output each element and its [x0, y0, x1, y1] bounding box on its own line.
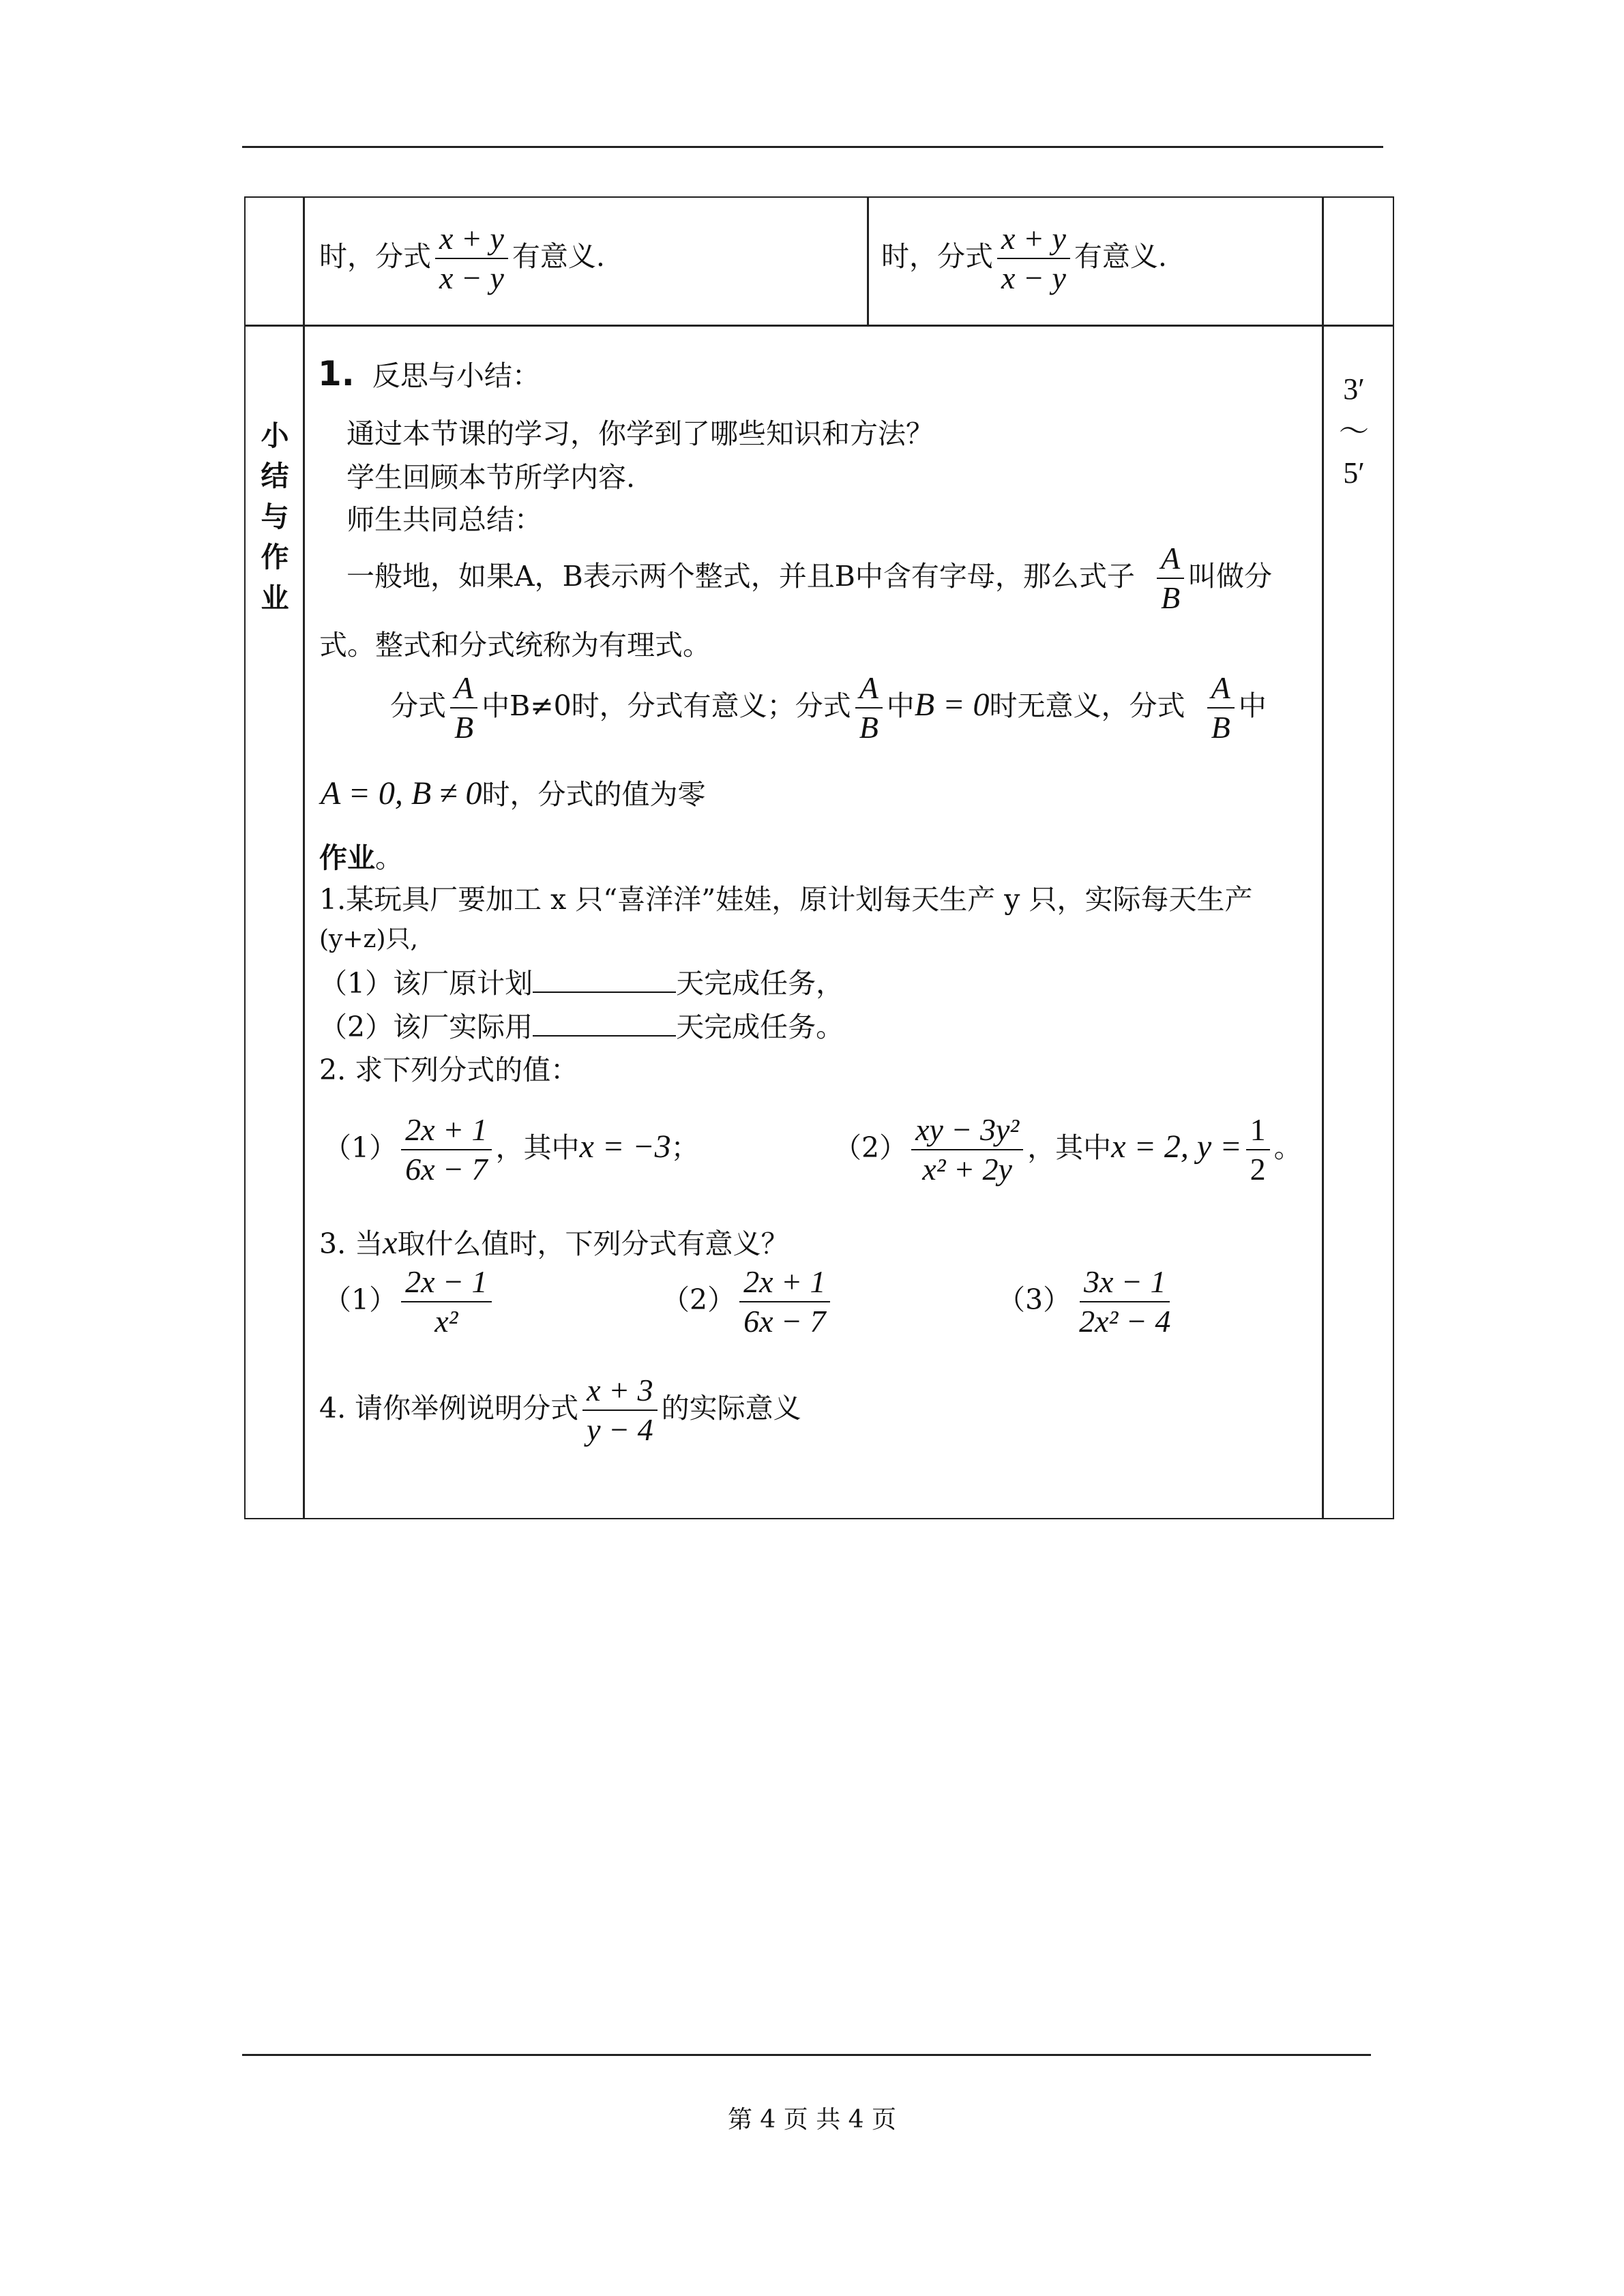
fraction: $\frac{2x - 1}{\text{x²}}$ — [401, 1266, 491, 1339]
page-number: 第 4 页 共 4 页 — [727, 2106, 897, 2134]
homework-q1: 1.某玩具厂要加工 x 只“喜洋洋”娃娃，原计划每天生产 y 只，实际每天生产 — [319, 883, 1253, 916]
homework-q2-1: （1） $\frac{2x + 1}{6x - 7}$ ，其中x = −3； — [323, 1112, 699, 1187]
table-col-divider-middle — [867, 196, 869, 326]
fraction: $\frac{A}{B}$ — [1157, 542, 1184, 615]
homework-q2: 2. 求下列分式的值： — [319, 1054, 579, 1086]
homework-q3-3: （3） $\frac{3x - 1}{\text{2x² − 4}}$ — [997, 1266, 1179, 1339]
summary-line: 师生共同总结： — [346, 503, 542, 536]
fraction: $\frac{A}{B}$ — [1207, 672, 1235, 745]
table-col-divider-right — [1322, 196, 1324, 1519]
fraction: $\frac{2x + 1}{6x - 7}$ — [401, 1114, 491, 1187]
fraction: $\frac{1}{2}$ — [1246, 1114, 1270, 1187]
fraction: $\frac{x + 3}{y - 4}$ — [582, 1374, 657, 1447]
fraction: $\frac{A}{B}$ — [450, 672, 477, 745]
homework-q1-a: （1）该厂原计划 天完成任务， — [319, 967, 844, 1000]
fraction: $\frac{2x + 1}{6x - 7}$ — [739, 1266, 829, 1339]
answer-blank[interactable] — [533, 1012, 676, 1037]
homework-q3-1: （1） $\frac{2x - 1}{\text{x²}}$ — [323, 1266, 496, 1339]
homework-q3: 3. 当x取什么值时，下列分式有意义？ — [319, 1225, 789, 1261]
definition-line: 一般地，如果A，B表示两个整式，并且B中含有字母，那么式子 $\frac{A}{B}$ 叫做分 — [346, 541, 1273, 616]
top-row-left-cell: 时，分式 $\frac{x + y}{x - y}$ 有意义. — [319, 221, 605, 296]
zero-condition-line: A = 0, B ≠ 0时，分式的值为零 — [321, 775, 706, 811]
summary-heading: 1. 反思与小结： — [318, 354, 540, 393]
fraction: $\frac{3x - 1}{\text{2x² − 4}}$ — [1079, 1264, 1171, 1339]
summary-line: 学生回顾本节所学内容. — [346, 461, 636, 494]
header-rule — [242, 146, 1383, 148]
condition-line: 分式 $\frac{A}{B}$ 中B≠0时，分式有意义；分式 $\frac{A}{B}$ 中B = 0时无意义，分式 $\frac{A}{B}$ 中 — [390, 670, 1267, 745]
table-row-divider — [244, 325, 1394, 327]
table-col-divider-left — [303, 196, 305, 1519]
homework-title: 作业。 — [319, 841, 403, 874]
homework-q4: 4. 请你举例说明分式 $\frac{x + 3}{y - 4}$ 的实际意义 — [319, 1373, 801, 1448]
fraction: $\frac{x + y}{x - y}$ — [435, 222, 508, 295]
homework-q2-2: （2） $\frac{\text{xy − 3y²}}{\text{x² + 2y}}$ ，其中x = 2, y = $\frac{1}{2}$ 。 — [833, 1112, 1302, 1187]
answer-blank[interactable] — [533, 968, 676, 993]
fraction: $\frac{A}{B}$ — [855, 672, 883, 745]
top-row-right-cell: 时，分式 $\frac{x + y}{x - y}$ 有意义. — [881, 221, 1167, 296]
homework-q3-2: （2） $\frac{2x + 1}{6x - 7}$ — [662, 1266, 834, 1339]
homework-q1-b: （2）该厂实际用 天完成任务。 — [319, 1011, 844, 1043]
definition-line: 式。整式和分式统称为有理式。 — [319, 629, 711, 661]
time-allocation: 3′ ～ 5′ — [1339, 372, 1369, 490]
fraction: $\frac{x + y}{x - y}$ — [997, 222, 1070, 295]
section-label: 小 结 与 作 业 — [261, 419, 289, 614]
homework-q1: (y+z)只, — [319, 925, 419, 953]
summary-line: 通过本节课的学习，你学到了哪些知识和方法？ — [346, 417, 934, 450]
fraction: $\frac{\text{xy − 3y²}}{\text{x² + 2y}}$ — [911, 1114, 1023, 1187]
footer-rule — [242, 2054, 1371, 2056]
